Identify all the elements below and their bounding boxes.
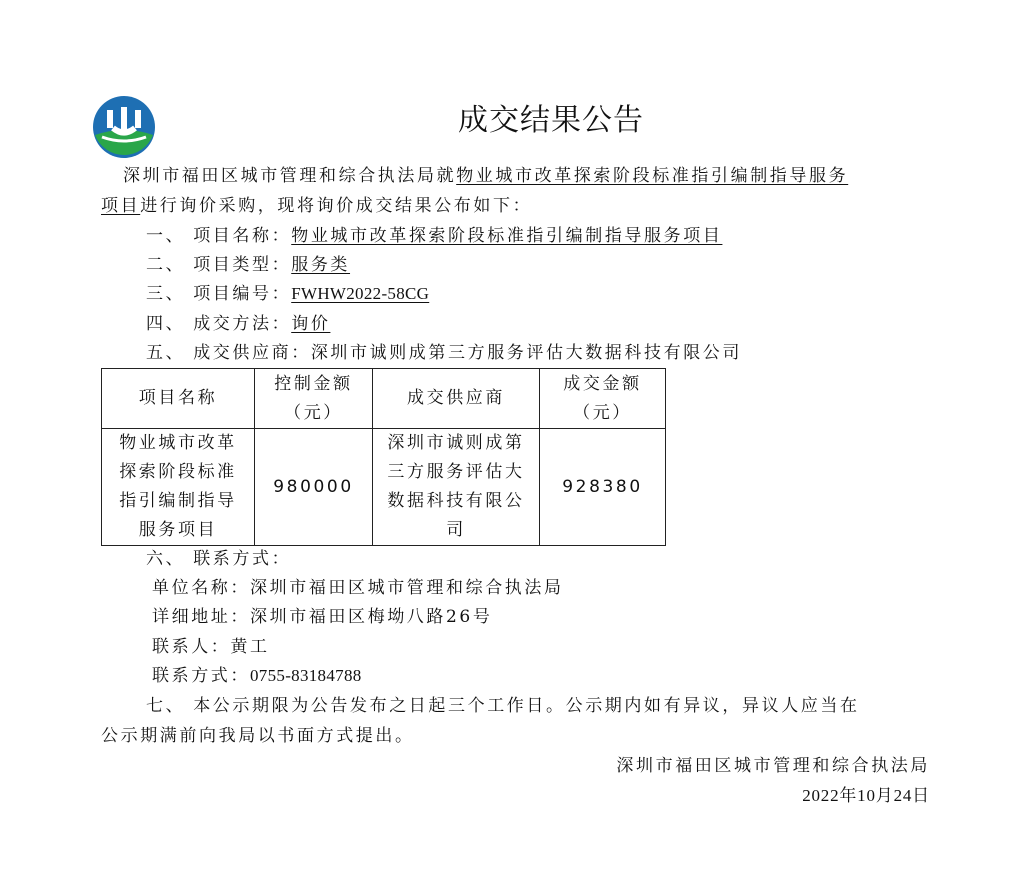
item-label: 一、 项目名称： [146,226,292,246]
cell-line: 深圳市诚则成第 [387,433,525,453]
intro-line-2 [101,195,532,217]
item-supplier [146,342,742,364]
cell-line: 数据科技有限公 [387,491,525,511]
cell-control-amount: 980000 [255,429,373,546]
item-value: 询价 [291,314,331,334]
signature-org: 深圳市福田区城市管理和综合执法局 [616,756,930,776]
contact-person [152,636,270,658]
cell-deal-amount: 928380 [540,429,666,546]
cell-line: 司 [446,520,466,540]
cell-line: 物业城市改革 [119,433,237,453]
intro-line-1 [123,165,848,187]
header-text: 控制金额 [274,373,353,394]
contact-label: 详细地址： [152,607,250,627]
contact-label: 联系人： [152,637,231,657]
header-unit: （元） [573,402,632,423]
item-label: 二、 项目类型： [146,255,292,275]
header-unit: （元） [284,402,343,423]
contact-label: 联系方式： [152,666,250,686]
cell-supplier [373,429,540,546]
cell-line: 指引编制指导 [119,491,237,511]
contact-value: 深圳市福田区梅坳八路26号 [250,607,493,627]
intro-project-name-cont: 项目 [101,196,141,216]
contact-value: 黄工 [230,637,270,657]
cell-line: 探索阶段标准 [119,462,237,482]
item-project-code [146,283,429,305]
item-project-type [146,254,350,276]
contact-heading: 六、 联系方式： [146,549,292,569]
notice-line-2: 公示期满前向我局以书面方式提出。 [101,726,415,746]
notice-line-1: 七、 本公示期限为公告发布之日起三个工作日。公示期内如有异议，异议人应当在 [146,696,860,716]
contact-unit [152,577,564,599]
contact-value: 深圳市福田区城市管理和综合执法局 [250,578,564,598]
city-management-emblem-icon [92,95,156,159]
intro-project-name: 物业城市改革探索阶段标准指引编制指导服务 [456,166,849,186]
contact-label: 单位名称： [152,578,250,598]
cell-line: 服务项目 [138,520,218,540]
signature-date: 2022年10月24日 [802,786,930,805]
header-supplier: 成交供应商 [373,369,540,429]
page-title: 成交结果公告 [458,103,644,138]
header-text: 成交金额 [563,373,642,394]
item-value: FWHW2022-58CG [291,284,430,303]
table-row [102,429,666,546]
contact-address [152,606,492,628]
table-header-row [102,369,666,429]
intro-text-part1: 深圳市福田区城市管理和综合执法局就 [123,166,457,186]
item-label: 三、 项目编号： [146,284,292,304]
cell-line: 三方服务评估大 [387,462,525,482]
item-label: 四、 成交方法： [146,314,292,334]
item-project-name [146,225,722,247]
item-value: 物业城市改革探索阶段标准指引编制指导服务项目 [291,226,723,246]
item-label: 五、 成交供应商： [146,343,311,363]
item-value: 服务类 [291,255,351,275]
cell-project-name [102,429,255,546]
header-deal-amount [540,369,666,429]
item-value: 深圳市诚则成第三方服务评估大数据科技有限公司 [310,343,743,363]
header-project-name: 项目名称 [102,369,255,429]
intro-text-part2: 进行询价采购，现将询价成交结果公布如下： [140,196,533,216]
item-deal-method [146,313,330,335]
result-table [101,368,666,546]
header-control-amount [255,369,373,429]
contact-value: 0755-83184788 [250,666,362,685]
contact-phone [152,665,362,687]
